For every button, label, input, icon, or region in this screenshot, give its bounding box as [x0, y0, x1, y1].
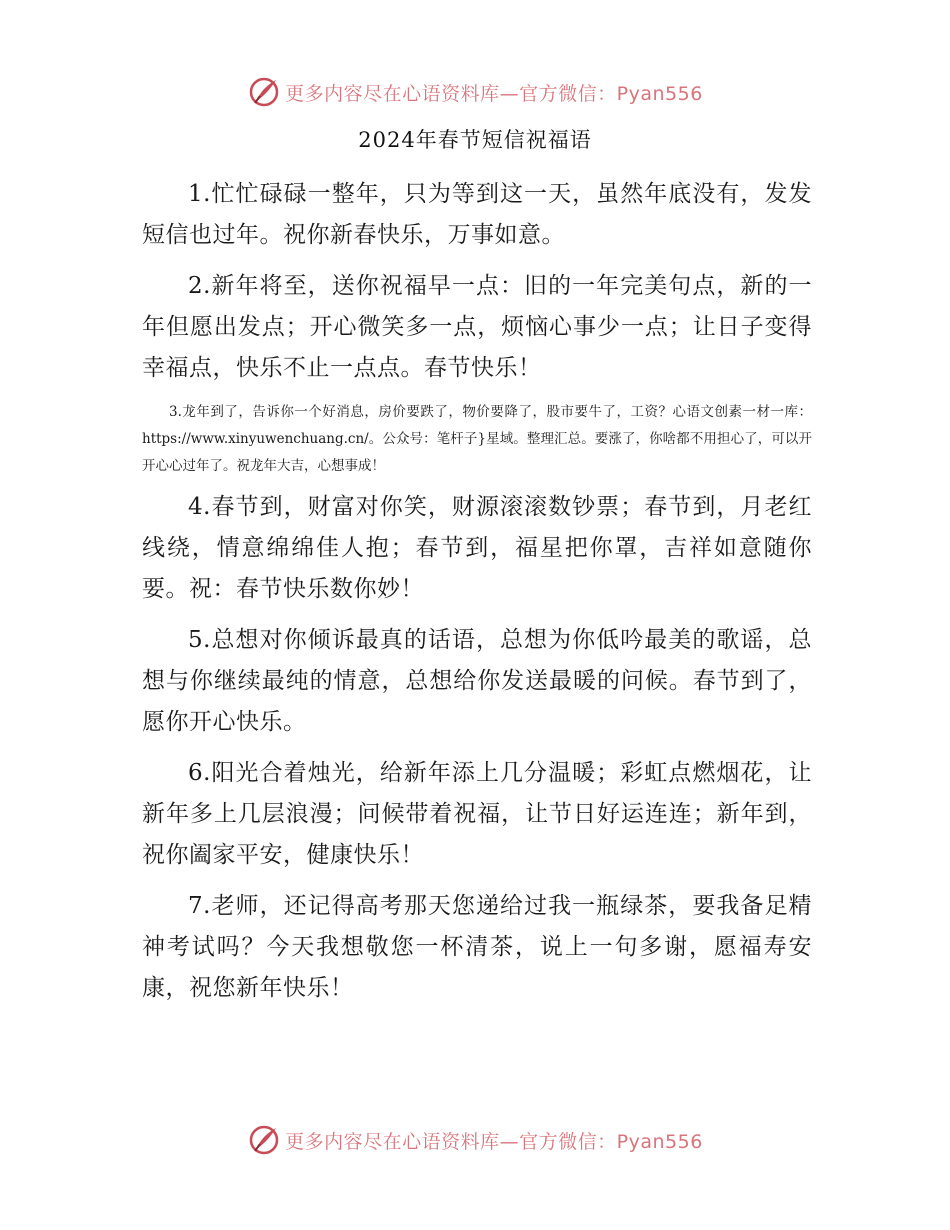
feather-pen-logo-icon [247, 75, 281, 109]
paragraph-4: 4.春节到，财富对你笑，财源滚滚数钞票；春节到，月老红线绕，情意绵绵佳人抱；春节到，福星把你罩，吉祥如意随你要。祝：春节快乐数你妙！ [142, 494, 812, 602]
footer-banner-text: 更多内容尽在心语资料库—官方微信：Pyan556 [285, 1130, 703, 1153]
feather-pen-logo-icon [247, 1123, 281, 1157]
document-body [142, 174, 812, 1019]
paragraph-7: 7.老师，还记得高考那天您递给过我一瓶绿茶，要我备足精神考试吗？今天我想敬您一杯清茶，说上一句多谢，愿福寿安康，祝您新年快乐！ [142, 893, 812, 1001]
header-banner [0, 72, 950, 112]
footer-banner [0, 1120, 950, 1160]
paragraph-3: 3.龙年到了，告诉你一个好消息，房价要跌了，物价要降了，股市要牛了，工资？心语文创素一材一库：https://www.xinyuwenchuang.cn/。公众号：笔杆子}星域。整理汇总。要涨了，你啥都不用担心了，可以开开心心过年了。祝龙年大吉，心想事成！ [142, 404, 812, 474]
paragraph-6: 6.阳光合着烛光，给新年添上几分温暖；彩虹点燃烟花，让新年多上几层浪漫；问候带着祝福，让节日好运连连；新年到，祝你阖家平安，健康快乐！ [142, 760, 812, 868]
paragraph-1: 1.忙忙碌碌一整年，只为等到这一天，虽然年底没有，发发短信也过年。祝你新春快乐，万事如意。 [142, 181, 812, 248]
header-banner-text: 更多内容尽在心语资料库—官方微信：Pyan556 [285, 82, 703, 105]
paragraph-2: 2.新年将至，送你祝福早一点：旧的一年完美句点，新的一年但愿出发点；开心微笑多一点，烦恼心事少一点；让日子变得幸福点，快乐不止一点点。春节快乐！ [142, 273, 812, 381]
document-title: 2024年春节短信祝福语 [358, 128, 592, 152]
paragraph-5: 5.总想对你倾诉最真的话语，总想为你低吟最美的歌谣，总想与你继续最纯的情意，总想给你发送最暖的问候。春节到了，愿你开心快乐。 [142, 627, 812, 735]
